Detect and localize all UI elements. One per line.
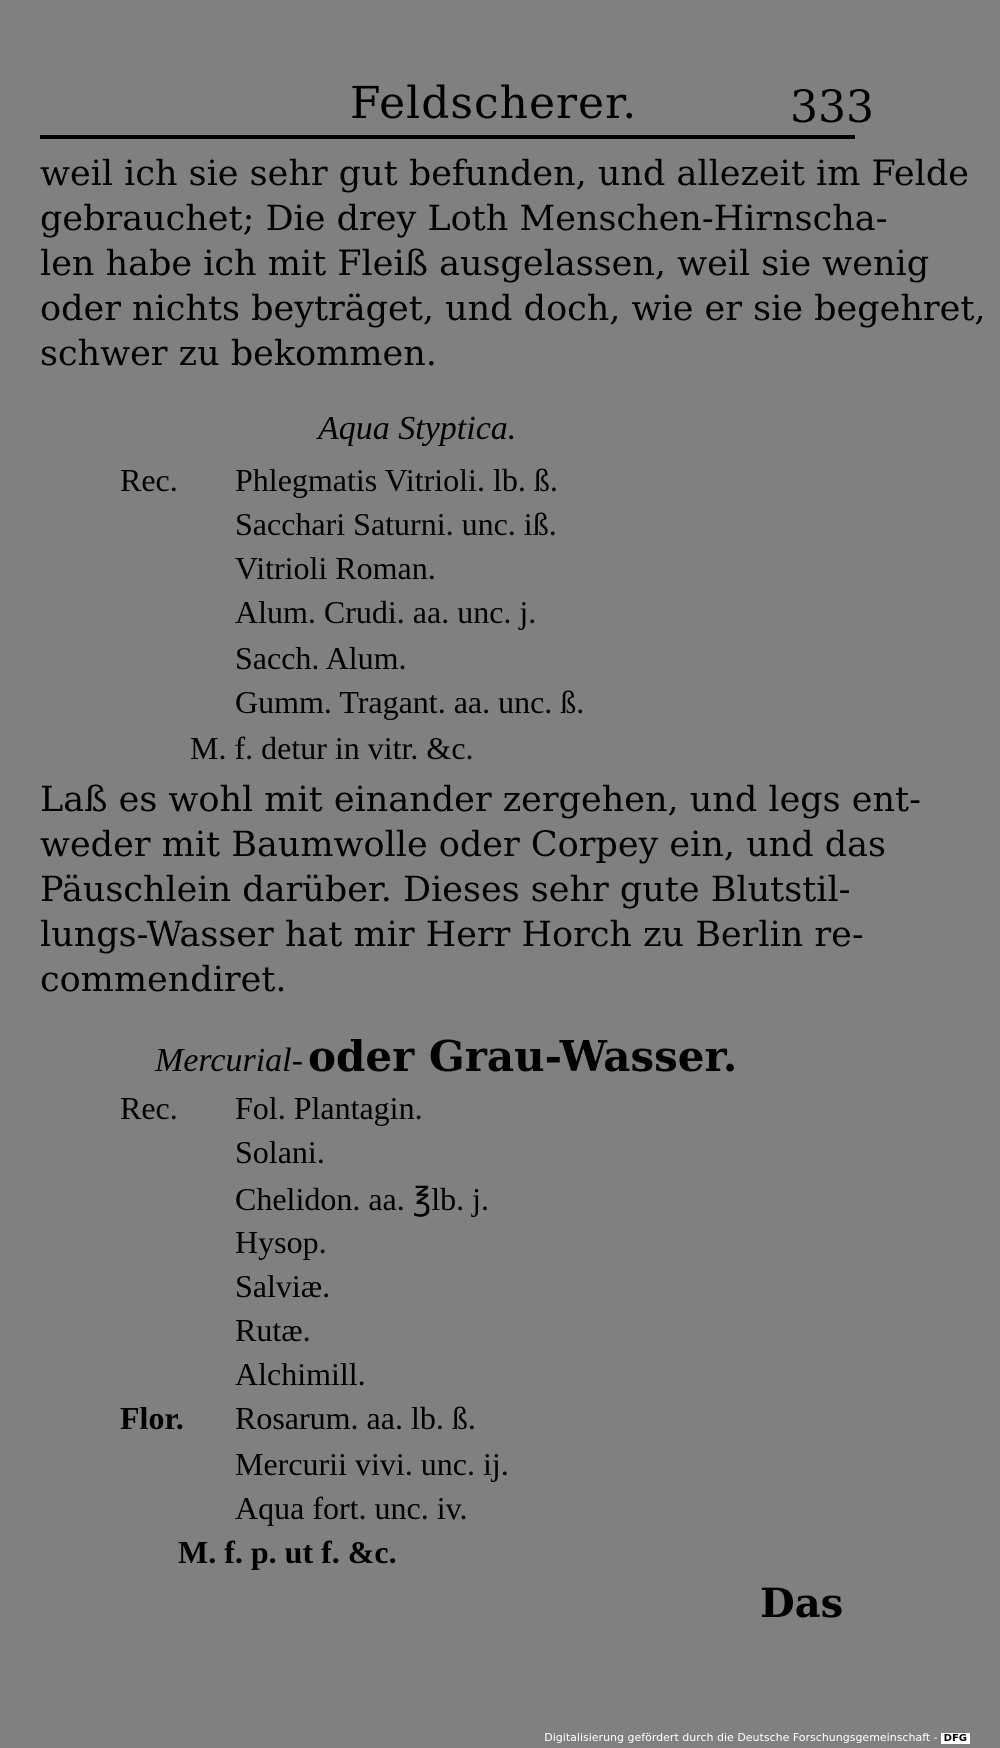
recipe-label: Rec. <box>120 462 178 498</box>
recipe-text: Hysop. <box>235 1224 327 1260</box>
recipe-text: Sacch. Alum. <box>235 640 407 676</box>
credit-text: Digitalisierung gefördert durch die Deutsche Forschungsgemeinschaft - <box>544 1731 938 1744</box>
recipe-text: Phlegmatis Vitrioli. lb. ß. <box>235 462 558 498</box>
catchword: Das <box>760 1580 844 1627</box>
text-line: weil ich sie sehr gut befunden, und allezeit im Felde <box>40 154 969 194</box>
recipe-text: Gumm. Tragant. aa. unc. ß. <box>235 684 585 720</box>
text-line: oder nichts beyträget, und doch, wie er sie begehret, <box>40 289 986 329</box>
recipe-closing: M. f. detur in vitr. &c. <box>190 730 474 766</box>
recipe-text: Aqua fort. unc. iv. <box>235 1490 468 1526</box>
recipe-2-title <box>155 1032 737 1081</box>
text-line: commendiret. <box>40 960 287 1000</box>
recipe-text: Vitrioli Roman. <box>235 550 436 586</box>
running-title: Feldscherer. <box>350 78 638 129</box>
recipe-text: Mercurii vivi. unc. ij. <box>235 1446 509 1482</box>
recipe-text: Chelidon. aa. ℥lb. j. <box>235 1181 489 1217</box>
text-line: Päuschlein darüber. Dieses sehr gute Blutstil- <box>40 870 851 910</box>
recipe-2-title-fraktur: oder Grau-Wasser. <box>308 1032 738 1081</box>
text-line: gebrauchet; Die drey Loth Menschen-Hirnscha- <box>40 199 888 239</box>
recipe-text: Fol. Plantagin. <box>235 1090 423 1126</box>
text-line: lungs-Wasser hat mir Herr Horch zu Berlin re- <box>40 915 864 955</box>
text-line: weder mit Baumwolle oder Corpey ein, und das <box>40 825 886 865</box>
running-head <box>0 78 1000 138</box>
recipe-text: Alum. Crudi. aa. unc. j. <box>235 594 537 630</box>
recipe-text: Rutæ. <box>235 1312 311 1348</box>
text-line: len habe ich mit Fleiß ausgelassen, weil sie wenig <box>40 244 930 284</box>
recipe-2-title-italic: Mercurial- <box>155 1042 303 1079</box>
recipe-text: Sacchari Saturni. unc. iß. <box>235 506 557 542</box>
recipe-closing: M. f. p. ut f. &c. <box>178 1534 397 1570</box>
paragraph-1 <box>40 152 986 377</box>
recipe-label: Flor. <box>120 1400 184 1436</box>
recipe-text: Salviæ. <box>235 1268 331 1304</box>
text-line: Laß es wohl mit einander zergehen, und legs ent- <box>40 780 921 820</box>
text-line: schwer zu bekommen. <box>40 334 437 374</box>
dfg-logo: DFG <box>941 1733 970 1744</box>
header-rule <box>40 135 855 139</box>
page-number: 333 <box>790 82 874 133</box>
recipe-text: Solani. <box>235 1134 325 1170</box>
digitization-credit <box>544 1731 970 1744</box>
recipe-label: Rec. <box>120 1090 178 1126</box>
recipe-text: Rosarum. aa. lb. ß. <box>235 1400 476 1436</box>
recipe-text: Alchimill. <box>235 1356 366 1392</box>
recipe-1-title: Aqua Styptica. <box>318 410 517 447</box>
paragraph-2 <box>40 778 921 1003</box>
